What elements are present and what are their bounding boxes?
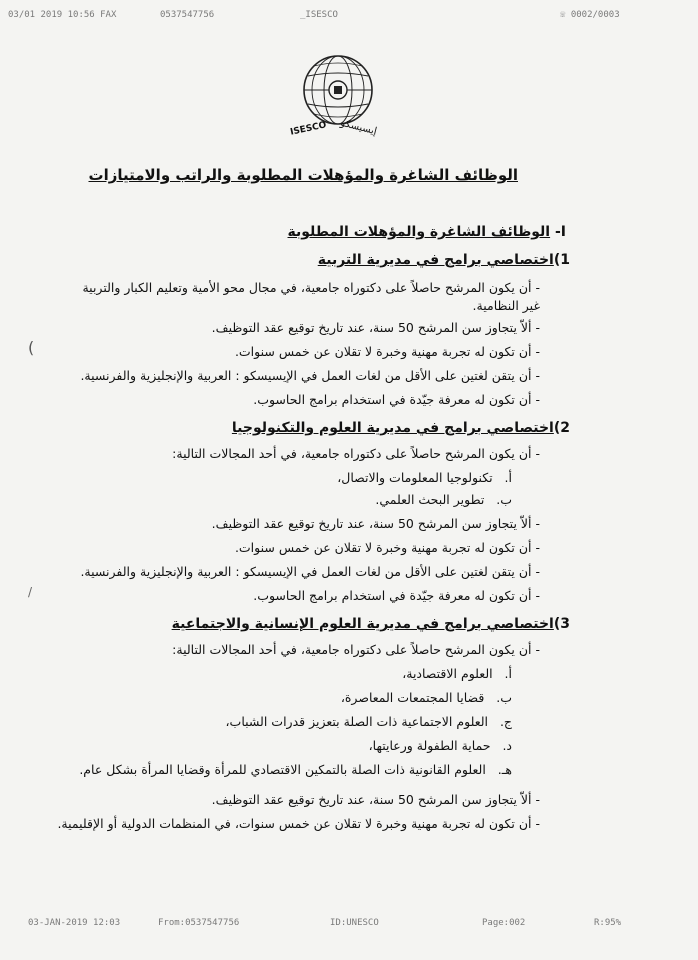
sub-item	[341, 690, 512, 705]
sub-text: تطوير البحث العلمي.	[375, 492, 485, 507]
bullet-text: أن يكون المرشح حاصلاً على دكتوراه جامعية، في أحد المجالات التالية:	[172, 446, 532, 461]
logo-text-ar: إيسيسكو	[339, 117, 378, 138]
bullet-text: أن تكون له معرفة جيّدة في استخدام برامج الحاسوب.	[253, 392, 532, 407]
fax-header-org: _ISESCO	[300, 10, 338, 20]
sub-text: العلوم الاجتماعية ذات الصلة بتعزيز قدرات الشباب،	[225, 714, 489, 729]
job-title: اختصاصي برامج في مديرية التربية	[317, 252, 554, 268]
bullet-item: - ألاّ يتجاوز سن المرشح 50 سنة، عند تاريخ توقيع عقد التوظيف.	[211, 516, 540, 531]
bullet-item: - أن تكون له معرفة جيّدة في استخدام برامج الحاسوب.	[253, 392, 540, 407]
job-number: 2)	[553, 420, 570, 436]
sub-label: ج.	[499, 714, 512, 729]
job-number: 1)	[553, 252, 570, 268]
sub-label: أ.	[504, 666, 512, 681]
bullet-text: أن تكون له تجربة مهنية وخبرة لا تقلان عن خمس سنوات.	[234, 540, 532, 555]
bullet-text: أن يكون المرشح حاصلاً على دكتوراه جامعية، في أحد المجالات التالية:	[172, 642, 532, 657]
bullet-text: أن تكون له معرفة جيّدة في استخدام برامج الحاسوب.	[253, 588, 532, 603]
sub-item	[337, 470, 512, 485]
bullet-text: أن يتقن لغتين على الأقل من لغات العمل في الإيسيسكو : العربية والإنجليزية والفرنسية.	[80, 368, 532, 383]
sub-item	[375, 492, 512, 507]
bullet-item: - أن تكون له معرفة جيّدة في استخدام برامج الحاسوب.	[253, 588, 540, 603]
fax-footer-id: ID:UNESCO	[330, 918, 379, 928]
bullet-item: - أن تكون له تجربة مهنية وخبرة لا تقلان عن خمس سنوات، في المنظمات الدولية أو الإقليمية.	[57, 816, 540, 831]
bullet-item: - ألاّ يتجاوز سن المرشح 50 سنة، عند تاريخ توقيع عقد التوظيف.	[211, 320, 540, 335]
fax-header-number: 0537547756	[160, 10, 215, 20]
bullet-text: ألاّ يتجاوز سن المرشح 50 سنة، عند تاريخ توقيع عقد التوظيف.	[211, 516, 532, 531]
bullet-text: أن يكون المرشح حاصلاً على دكتوراه جامعية، في مجال محو الأمية وتعليم الكبار والتربية	[82, 280, 532, 295]
fax-footer-from: From:0537547756	[158, 918, 240, 928]
margin-mark: (	[28, 338, 35, 357]
sub-text: العلوم الاقتصادية،	[402, 666, 493, 681]
bullet-item: - أن يكون المرشح حاصلاً على دكتوراه جامعية، في أحد المجالات التالية:	[172, 642, 540, 657]
sub-text: قضايا المجتمعات المعاصرة،	[340, 690, 485, 705]
sub-label: ب.	[496, 690, 512, 705]
fax-icon: ☏	[560, 10, 571, 20]
bullet-item: - ألاّ يتجاوز سن المرشح 50 سنة، عند تاريخ توقيع عقد التوظيف.	[211, 792, 540, 807]
bullet-item: - أن يكون المرشح حاصلاً على دكتوراه جامعية، في أحد المجالات التالية:	[172, 446, 540, 461]
sub-label: ب.	[496, 492, 512, 507]
sub-item	[79, 762, 512, 777]
bullet-text: أن تكون له تجربة مهنية وخبرة لا تقلان عن خمس سنوات، في المنظمات الدولية أو الإقليمية.	[57, 816, 532, 831]
section-number: I-	[554, 224, 566, 240]
fax-header-page	[560, 10, 620, 20]
fax-footer-page: Page:002	[482, 918, 526, 928]
sub-label: د.	[502, 738, 512, 753]
bullet-continuation: غير النظامية.	[472, 298, 540, 313]
job-number: 3)	[553, 616, 570, 632]
margin-mark: /	[28, 585, 33, 599]
job-title: اختصاصي برامج في مديرية العلوم والتكنولوجيا	[231, 420, 554, 436]
sub-item	[402, 666, 512, 681]
fax-header-datetime: 03/01 2019 10:56 FAX	[8, 10, 117, 20]
fax-footer-datetime: 03-JAN-2019 12:03	[28, 918, 121, 928]
sub-text: العلوم القانونية ذات الصلة بالتمكين الاقتصادي للمرأة وقضايا المرأة بشكل عام.	[79, 762, 486, 777]
bullet-text: ألاّ يتجاوز سن المرشح 50 سنة، عند تاريخ توقيع عقد التوظيف.	[211, 792, 532, 807]
sub-label: أ.	[504, 470, 512, 485]
sub-item	[226, 714, 512, 729]
job-heading	[172, 616, 570, 632]
sub-item	[369, 738, 512, 753]
bullet-text: أن تكون له تجربة مهنية وخبرة لا تقلان عن خمس سنوات.	[234, 344, 532, 359]
fax-footer-resolution: R:95%	[594, 918, 622, 928]
bullet-item: - أن يتقن لغتين على الأقل من لغات العمل في الإيسيسكو : العربية والإنجليزية والفرنسية.	[80, 368, 540, 383]
job-heading	[232, 420, 570, 436]
bullet-item: - أن يتقن لغتين على الأقل من لغات العمل في الإيسيسكو : العربية والإنجليزية والفرنسية.	[80, 564, 540, 579]
bullet-text: ألاّ يتجاوز سن المرشح 50 سنة، عند تاريخ توقيع عقد التوظيف.	[211, 320, 532, 335]
section-title: الوظائف الشاغرة والمؤهلات المطلوبة	[287, 224, 551, 240]
job-heading	[318, 252, 570, 268]
bullet-item: - أن تكون له تجربة مهنية وخبرة لا تقلان عن خمس سنوات.	[234, 540, 540, 555]
bullet-item: - أن يكون المرشح حاصلاً على دكتوراه جامعية، في مجال محو الأمية وتعليم الكبار والتربية	[82, 280, 540, 295]
sub-label: هـ.	[497, 762, 512, 777]
section-heading	[288, 224, 566, 240]
fax-header-page-value: 0002/0003	[570, 10, 620, 20]
document-title: الوظائف الشاغرة والمؤهلات المطلوبة والراتب والامتيازات	[88, 166, 518, 184]
job-title: اختصاصي برامج في مديرية العلوم الإنسانية والاجتماعية	[171, 616, 554, 632]
logo-text-en: ISESCO	[289, 120, 328, 138]
sub-text: حماية الطفولة ورعايتها،	[368, 738, 491, 753]
sub-text: تكنولوجيا المعلومات والاتصال،	[337, 470, 493, 485]
bullet-text: أن يتقن لغتين على الأقل من لغات العمل في الإيسيسكو : العربية والإنجليزية والفرنسية.	[80, 564, 532, 579]
bullet-item: - أن تكون له تجربة مهنية وخبرة لا تقلان عن خمس سنوات.	[234, 344, 540, 359]
